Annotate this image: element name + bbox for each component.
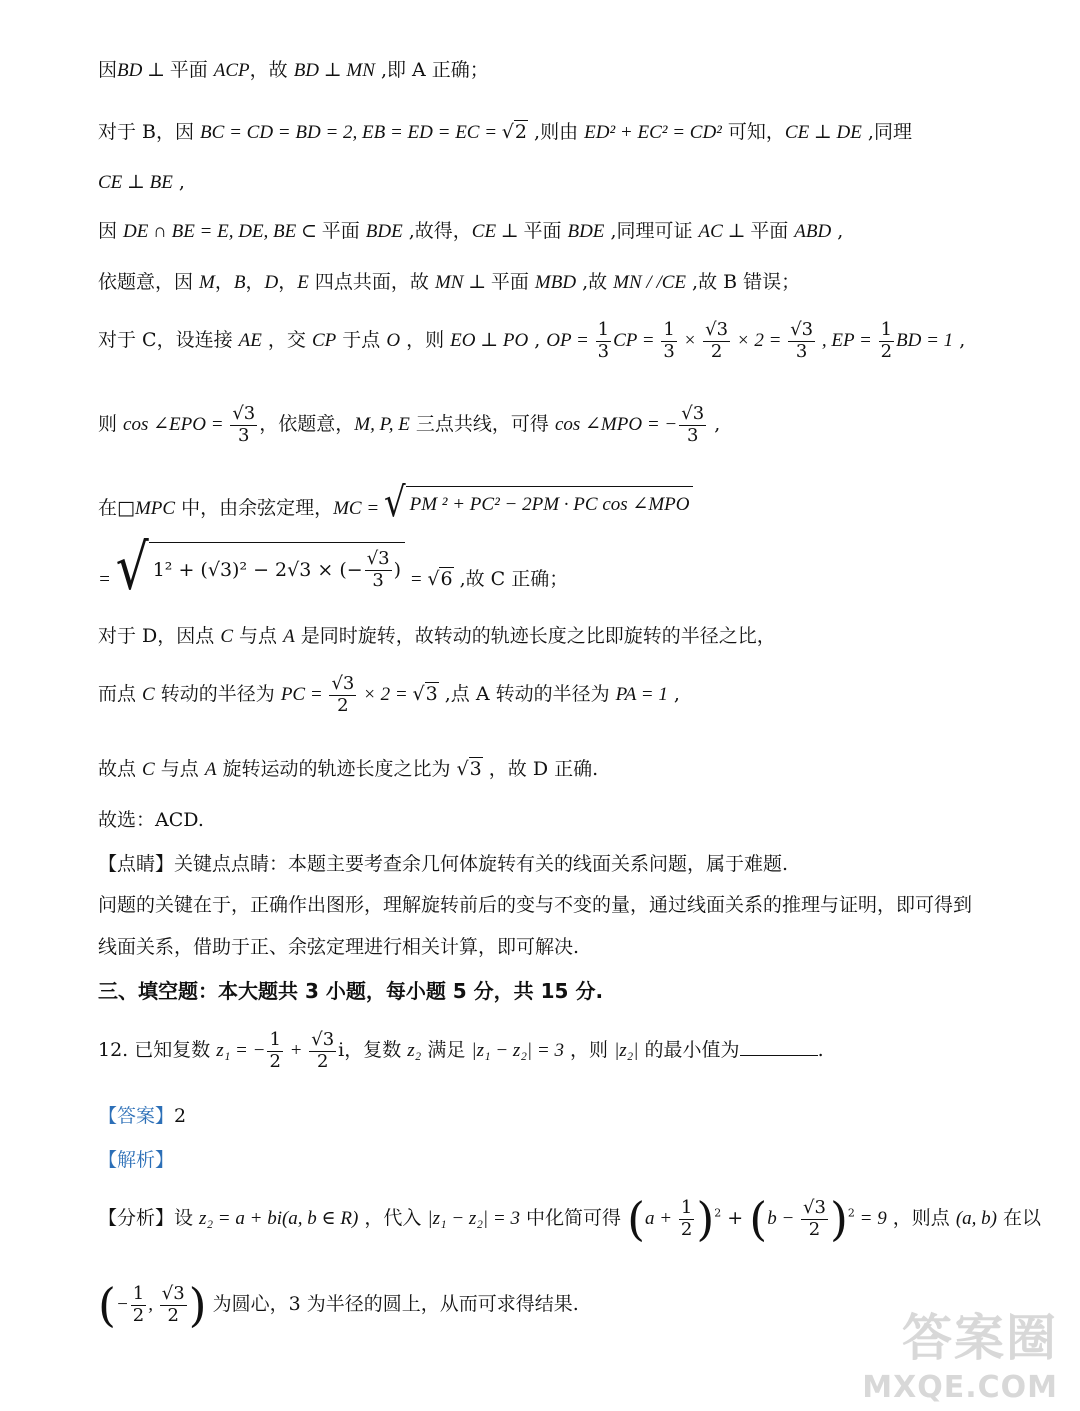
radicand-part: ) <box>393 559 402 582</box>
math: (a, b) <box>955 1208 997 1229</box>
math: cos ∠EPO = <box>123 414 229 436</box>
radicand: 2 <box>514 121 527 143</box>
text: ，则点 <box>886 1207 956 1229</box>
math: M <box>199 272 215 293</box>
text: ,故 <box>576 271 614 293</box>
sqrt-expression: √ 1² + (√3)² − 2√3 × (− $\frac{√3}{3}$ ) <box>116 542 405 594</box>
math: DE ∩ BE = E, DE, BE ⊂ <box>123 221 322 242</box>
solution-line-10 <box>98 624 776 650</box>
text: ,故 C 正确； <box>453 568 569 590</box>
math: MBD <box>534 272 577 293</box>
math: |z₁ − z₂| = 3 <box>471 1040 564 1062</box>
denominator: 3 <box>663 340 675 362</box>
text: 为圆心，3 为半径的圆上，从而可求得结果. <box>206 1293 579 1315</box>
fraction <box>879 320 894 362</box>
text: 故点 <box>98 758 143 780</box>
text: 线面关系，借助于正、余弦定理进行相关计算，即可解决. <box>98 936 580 958</box>
fraction <box>679 404 706 446</box>
text: ,故 B 错误； <box>686 271 801 293</box>
math: × 2 = <box>732 330 787 352</box>
radicand: 3 <box>469 758 482 780</box>
fraction <box>801 1198 828 1240</box>
right-paren: ) <box>696 1192 715 1246</box>
text: 在以 <box>997 1207 1042 1229</box>
numerator: 1 <box>663 319 675 340</box>
math: A <box>204 759 217 780</box>
numerator: 1 <box>880 319 893 340</box>
text: 则 <box>98 413 124 436</box>
text: 对于 C，设连接 <box>98 329 239 352</box>
text: 因 <box>98 220 124 242</box>
text: ，则 <box>563 1039 615 1062</box>
text: 的最小值为 <box>638 1039 740 1062</box>
math: × <box>678 330 702 352</box>
math: C <box>142 684 155 706</box>
answer-blank <box>740 1041 818 1056</box>
denominator: 2 <box>880 340 893 362</box>
math: BD = 1 <box>896 330 954 352</box>
denominator: 3 <box>238 424 250 446</box>
fraction <box>230 404 257 446</box>
math: , <box>148 1294 158 1315</box>
denominator: 2 <box>337 694 349 716</box>
math: − <box>115 1294 129 1315</box>
denominator: 3 <box>597 340 610 362</box>
radicand: 3 <box>425 683 438 706</box>
text: , <box>667 683 680 706</box>
solution-line-6 <box>98 320 965 362</box>
math: z₂ <box>407 1040 422 1062</box>
math: ABD <box>794 221 832 242</box>
right-paren: ) <box>829 1192 848 1246</box>
answer-line <box>98 1104 186 1129</box>
fraction <box>703 320 730 362</box>
denominator: 2 <box>167 1304 179 1326</box>
text: ，交 <box>261 329 312 352</box>
math: BC = CD = BD = 2, EB = ED = EC = <box>200 122 502 143</box>
answer-label: 【答案】 <box>98 1105 175 1127</box>
sqrt-expression: √2 <box>501 121 527 143</box>
numerator: √3 <box>161 1282 185 1304</box>
numerator: √3 <box>331 673 355 694</box>
math: ED² + EC² = CD² <box>584 122 722 143</box>
radicand-part: 1² + (√3)² − 2√3 × (− <box>152 559 363 582</box>
denominator: 2 <box>269 1050 281 1072</box>
math: O <box>386 330 401 352</box>
math: + <box>284 1040 308 1062</box>
sqrt-expression: √ PM ² + PC² − 2PM · PC cos ∠MPO <box>384 486 694 520</box>
denominator: 2 <box>132 1304 145 1326</box>
text: 于点 <box>336 329 387 352</box>
math: |z₁ − z₂| = 3 <box>427 1208 520 1229</box>
text: 满足 <box>421 1039 472 1062</box>
math: BDE <box>365 221 403 242</box>
math: × 2 = <box>358 684 413 706</box>
text: 在□ <box>98 497 135 519</box>
math: = <box>98 569 116 590</box>
analysis-line-1: 【分析】设 z₂ = a + bi(a, b ∈ R) ，代入 |z₁ − z₂| = 3 中化简可得 (a + $\frac{1}{2}$ )$^2$ + (b − $\frac{√3}{2}$ )$^2$ = 9 ，则点 (a, b) 在以 <box>98 1192 1042 1246</box>
watermark-title: 答案圈 <box>902 1309 1058 1367</box>
text: ，代入 <box>358 1207 428 1229</box>
fraction <box>267 1030 282 1072</box>
math: BD ⊥ MN <box>293 60 375 81</box>
math: AE <box>238 330 262 352</box>
text: ， <box>245 271 265 293</box>
fraction <box>661 320 676 362</box>
text: 对于 B，因 <box>98 121 201 143</box>
denominator: 2 <box>808 1218 821 1240</box>
text: ，则 <box>400 329 451 352</box>
math: C <box>142 759 155 780</box>
text: 中，由余弦定理， <box>175 497 334 519</box>
math: AC ⊥ <box>698 221 751 242</box>
sqrt-expression: √6 <box>427 568 453 590</box>
text: 平面 <box>321 220 366 242</box>
text: ,则由 <box>528 121 585 143</box>
fraction <box>596 320 611 362</box>
left-paren: ( <box>749 1192 768 1246</box>
radicand <box>149 542 405 594</box>
text: 旋转运动的轨迹长度之比为 <box>216 758 457 780</box>
numerator: 1 <box>132 1282 145 1304</box>
numerator: √3 <box>232 403 256 424</box>
solution-line-4 <box>98 219 843 245</box>
math: CP <box>311 330 337 352</box>
fraction <box>365 549 392 591</box>
fraction <box>788 320 815 362</box>
text: 三点共线，可得 <box>409 413 555 436</box>
text: 对于 D，因点 <box>98 625 221 647</box>
left-paren: ( <box>627 1192 646 1246</box>
math: |z₂| <box>614 1040 639 1062</box>
text: 与点 <box>233 625 284 647</box>
text: , <box>528 329 547 352</box>
math: MC = <box>333 498 384 519</box>
math: MN / /CE <box>613 272 687 293</box>
numerator: √3 <box>681 403 705 424</box>
denominator: 3 <box>795 340 808 362</box>
question-12 <box>98 1030 824 1072</box>
text: 平面 <box>490 271 535 293</box>
denominator: 2 <box>710 340 723 362</box>
math: cos ∠MPO = − <box>554 414 678 436</box>
text: 中化简可得 <box>519 1207 628 1229</box>
right-paren: ) <box>188 1278 207 1332</box>
math: BD ⊥ <box>117 60 170 81</box>
watermark-url: MXQE.COM <box>862 1370 1058 1405</box>
sqrt-expression: √3 <box>412 683 438 706</box>
solution-line-7 <box>98 404 720 446</box>
math: , EP = <box>817 330 877 352</box>
fraction <box>679 1198 694 1240</box>
solution-line-2 <box>98 120 912 146</box>
text: ,即 A 正确； <box>374 59 489 81</box>
section-heading <box>98 978 603 1004</box>
key-point-line-2 <box>98 893 972 918</box>
solution-line-1 <box>98 58 489 84</box>
sqrt-expression: √3 <box>456 758 482 780</box>
text: , <box>708 413 721 436</box>
math: MN ⊥ <box>434 272 491 293</box>
text: ,点 A 转动的半径为 <box>438 683 616 706</box>
final-choice <box>98 808 204 833</box>
math: D <box>264 272 279 293</box>
math: CE ⊥ BE <box>98 172 173 193</box>
text: 【分析】设 <box>98 1207 200 1229</box>
left-paren: ( <box>98 1278 116 1332</box>
text: 12. 已知复数 <box>98 1039 217 1062</box>
numerator: 1 <box>269 1029 281 1050</box>
answer-value: 2 <box>174 1105 187 1127</box>
math: M, P, E <box>354 414 410 436</box>
solution-line-8 <box>98 479 693 527</box>
text: 转动的半径为 <box>154 683 281 706</box>
analysis-label <box>98 1148 174 1173</box>
numerator: √3 <box>366 548 390 570</box>
math: CE ⊥ <box>471 221 524 242</box>
math: C <box>220 626 234 647</box>
watermark-logo <box>862 1298 1058 1405</box>
text: , <box>831 220 844 242</box>
numerator: √3 <box>790 319 814 340</box>
text: , <box>953 329 966 352</box>
text: 平面 <box>169 59 214 81</box>
radicand: PM ² + PC² − 2PM · PC cos ∠MPO <box>406 486 694 520</box>
solution-line-11 <box>98 674 680 716</box>
numerator: 1 <box>597 319 610 340</box>
text: 平面 <box>750 220 795 242</box>
math: CP = <box>613 330 660 352</box>
fraction <box>309 1030 336 1072</box>
math: ACP <box>213 60 250 81</box>
numerator: 1 <box>680 1196 693 1218</box>
text: 三、填空题：本大题共 3 小题，每小题 5 分，共 15 分. <box>98 979 604 1003</box>
text: . <box>817 1039 824 1062</box>
math: b − <box>767 1208 800 1229</box>
fraction <box>160 1284 187 1326</box>
math: EO ⊥ PO <box>450 330 529 352</box>
text: 平面 <box>523 220 568 242</box>
math: z₂ = a + bi(a, b ∈ R) <box>199 1208 359 1229</box>
math: BDE <box>567 221 605 242</box>
denominator: 3 <box>686 424 699 446</box>
key-point-line-3 <box>98 935 579 960</box>
math: i <box>338 1039 345 1062</box>
text: ，故 D 正确. <box>482 758 599 780</box>
solution-line-5 <box>98 270 800 296</box>
text: 因 <box>98 59 118 81</box>
math: = 9 <box>854 1208 887 1229</box>
math: OP = <box>546 330 594 352</box>
solution-line-9 <box>98 532 569 604</box>
math: PC = <box>280 684 328 706</box>
text: ，复数 <box>344 1039 408 1062</box>
numerator: √3 <box>705 319 729 340</box>
fraction <box>329 674 356 716</box>
text: 可知， <box>721 121 785 143</box>
text: ， <box>214 271 234 293</box>
math: B <box>233 272 246 293</box>
math: a + <box>645 1208 677 1229</box>
text: ， <box>278 271 298 293</box>
text: ，故 <box>249 59 294 81</box>
denominator: 2 <box>680 1218 693 1240</box>
text: 是同时旋转，故转动的轨迹长度之比即旋转的半径之比， <box>294 625 776 647</box>
math: A <box>283 626 295 647</box>
math: z₁ = − <box>216 1040 266 1062</box>
text: 【解析】 <box>98 1149 175 1171</box>
text: ，依题意， <box>259 413 355 436</box>
math: = <box>405 569 428 590</box>
text: 与点 <box>154 758 205 780</box>
analysis-line-2 <box>98 1278 579 1332</box>
key-point-line-1 <box>98 852 788 877</box>
math: MPC <box>134 498 176 519</box>
radicand: 6 <box>440 568 453 590</box>
text: , <box>172 171 185 193</box>
text: 依题意，因 <box>98 271 200 293</box>
math: E <box>297 272 309 293</box>
solution-line-12 <box>98 757 598 783</box>
text: 【点睛】关键点点睛：本题主要考查余几何体旋转有关的线面关系问题，属于难题. <box>98 853 789 875</box>
fraction <box>131 1284 146 1326</box>
text: 故选：ACD. <box>98 809 204 831</box>
solution-line-3 <box>98 170 185 196</box>
numerator: √3 <box>311 1029 335 1050</box>
text: 四点共面，故 <box>308 271 435 293</box>
text: 问题的关键在于，正确作出图形，理解旋转前后的变与不变的量，通过线面关系的推理与证明，即可得到 <box>98 894 973 916</box>
denominator: 2 <box>316 1050 329 1072</box>
math: PA = 1 <box>615 684 668 706</box>
text: ,同理可证 <box>604 220 699 242</box>
text: ,同理 <box>861 121 912 143</box>
denominator: 3 <box>372 570 384 591</box>
text: 而点 <box>98 683 143 706</box>
numerator: √3 <box>803 1196 826 1218</box>
math: CE ⊥ DE <box>784 122 862 143</box>
text: ,故得， <box>402 220 472 242</box>
